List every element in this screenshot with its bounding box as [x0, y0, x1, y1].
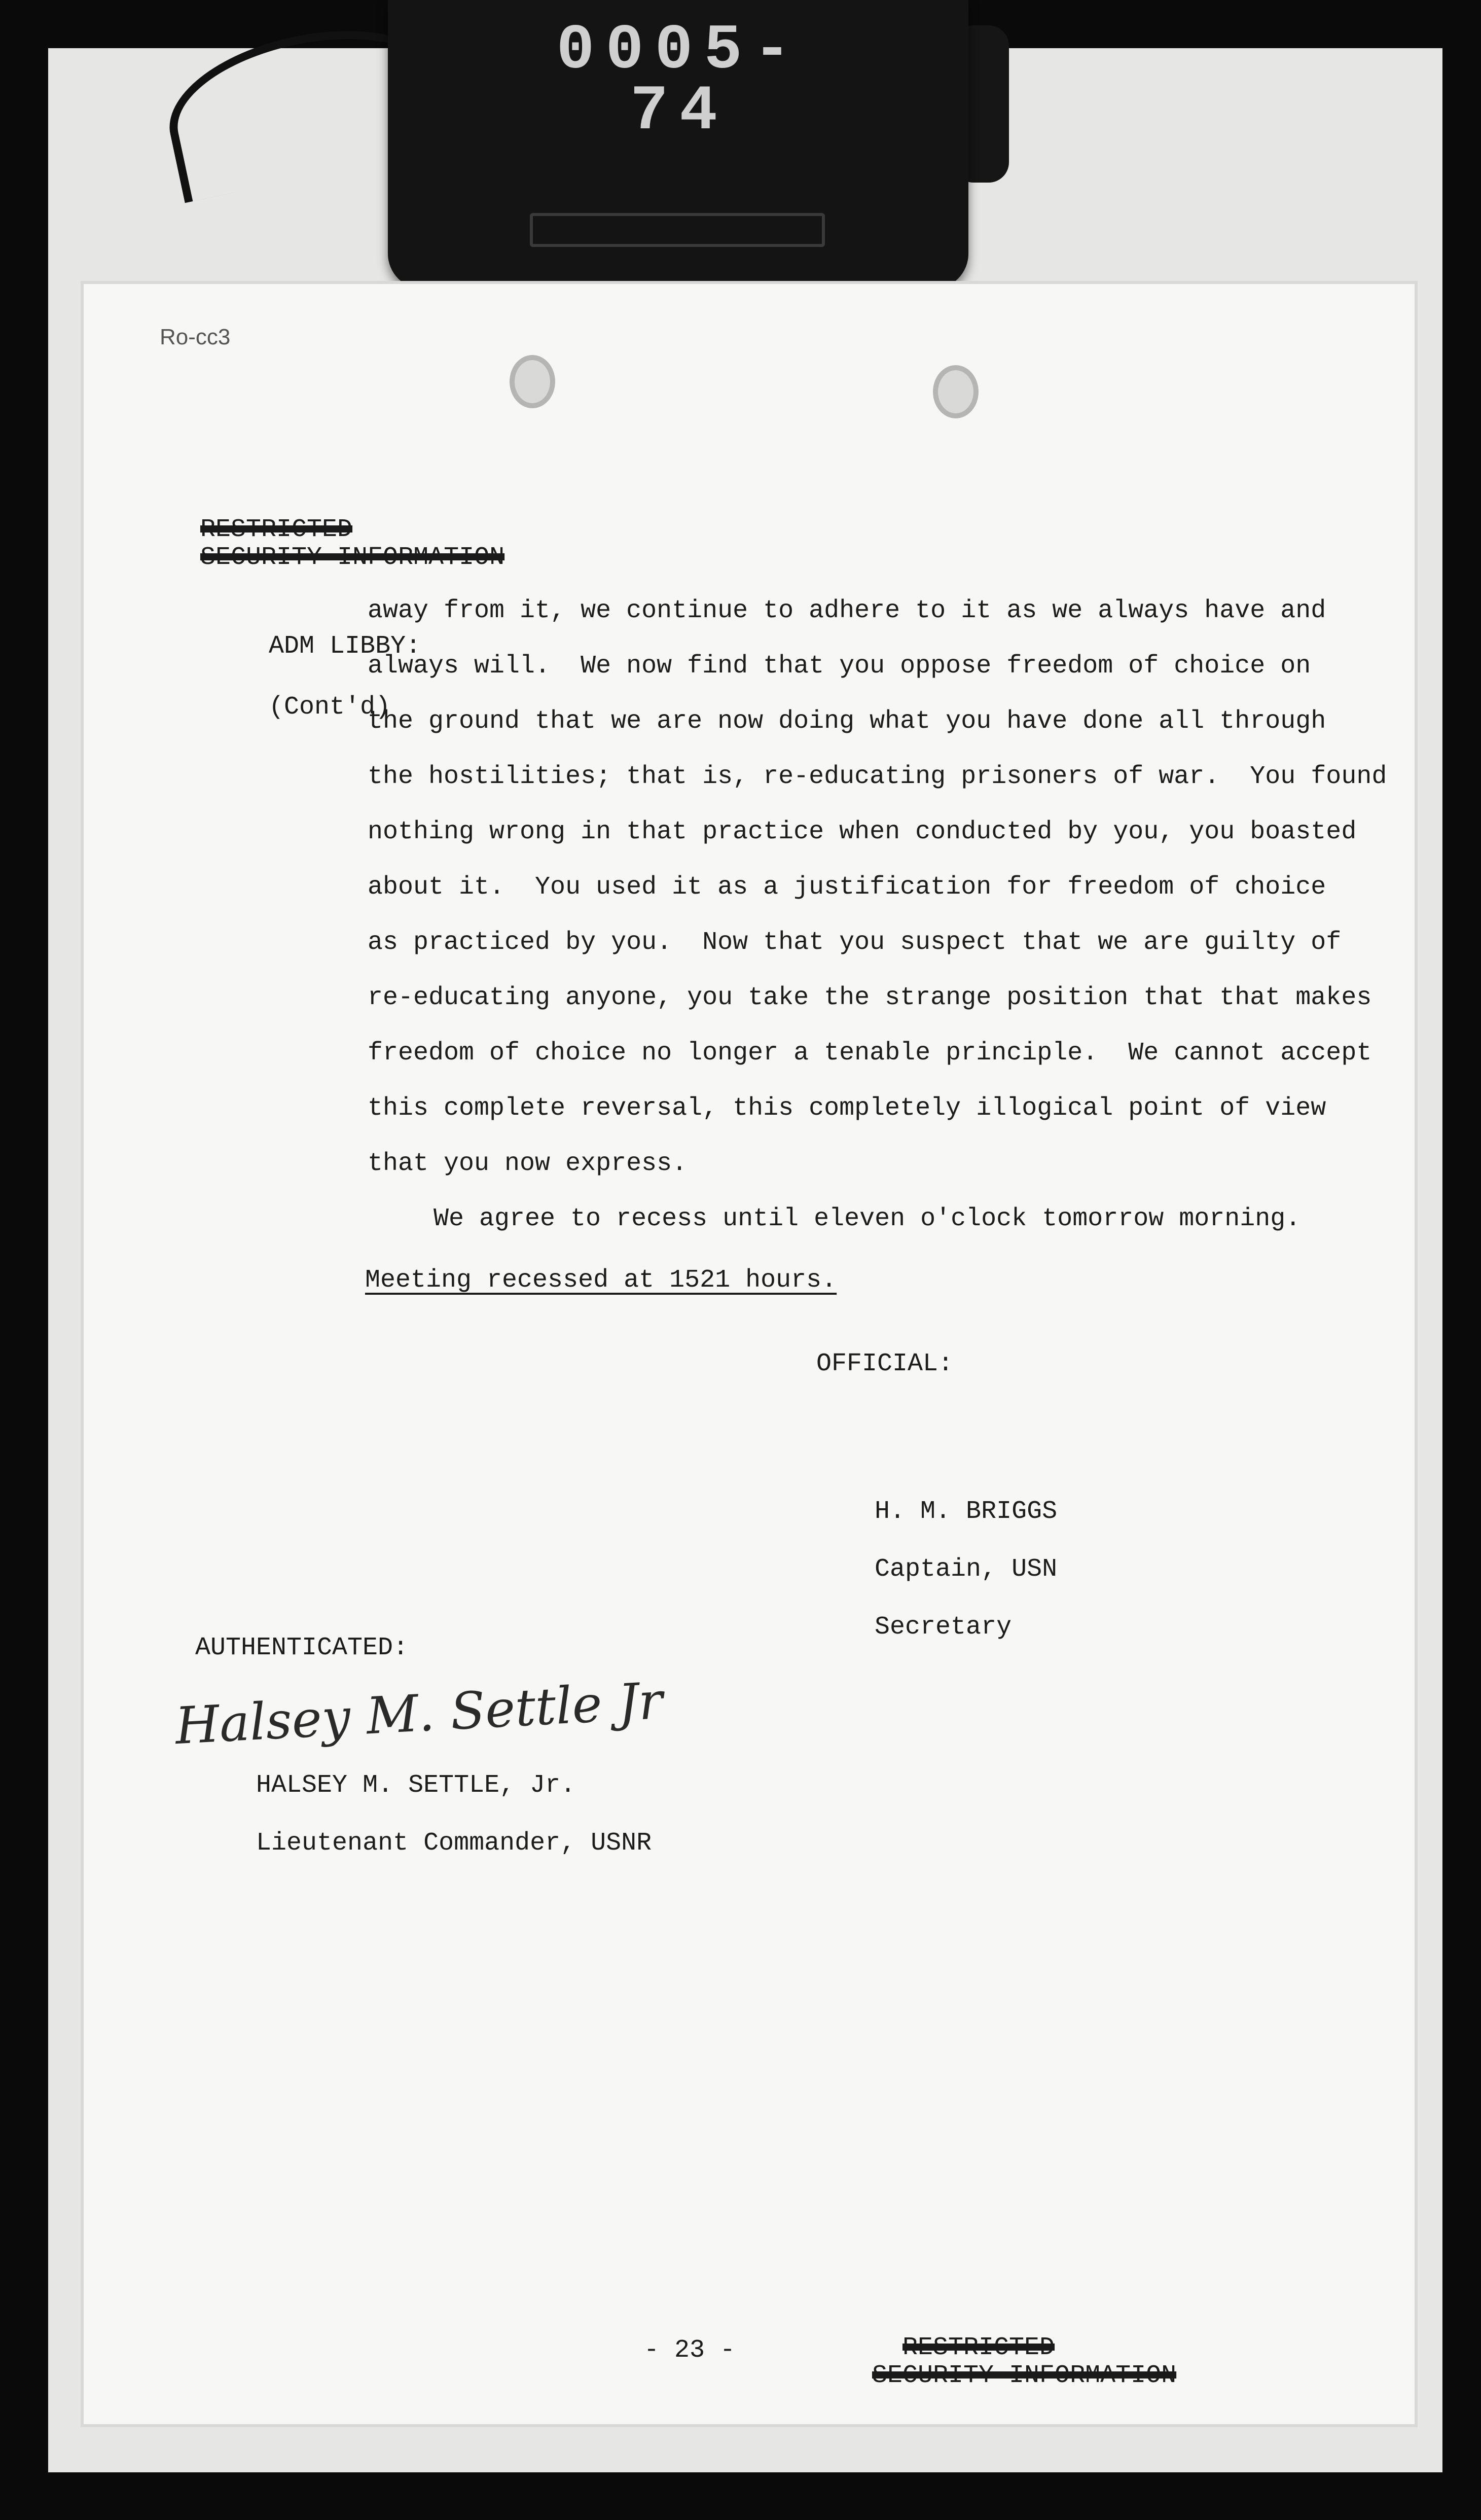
official-label: OFFICIAL: [816, 1350, 954, 1378]
signatory-title: Secretary [875, 1613, 1012, 1642]
signatory-block [814, 1468, 1057, 1671]
authenticator-name: HALSEY M. SETTLE, Jr. [256, 1771, 576, 1800]
page-number: - 23 - [644, 2336, 736, 2365]
header-stamp-restricted: RESTRICTED [200, 515, 353, 544]
meeting-recessed-note: Meeting recessed at 1521 hours. [365, 1266, 837, 1295]
authenticated-label: AUTHENTICATED: [195, 1634, 409, 1662]
punch-hole [510, 355, 555, 408]
corner-mark: Ro-cc3 [160, 325, 231, 349]
speaker-name: ADM LIBBY: [269, 632, 421, 661]
body-line: that you now express. [368, 1149, 688, 1178]
authenticator-block [195, 1742, 652, 1887]
signatory-rank: Captain, USN [875, 1555, 1058, 1584]
body-line: always will. We now find that you oppose freedom of choice on [368, 652, 1311, 681]
body-line: this complete reversal, this completely illogical point of view [368, 1094, 1326, 1123]
body-line: freedom of choice no longer a tenable principle. We cannot accept [368, 1039, 1372, 1068]
frame-counter [388, 0, 968, 289]
handwritten-signature: Halsey M. Settle Jr [173, 1671, 664, 1756]
counter-digits: 0005-74 [556, 15, 803, 148]
closing-line: We agree to recess until eleven o'clock tomorrow morning. [434, 1204, 1301, 1233]
authenticator-rank: Lieutenant Commander, USNR [256, 1829, 652, 1858]
body-line: the ground that we are now doing what you have done all through [368, 707, 1326, 736]
body-line: nothing wrong in that practice when conducted by you, you boasted [368, 818, 1357, 846]
header-stamp-security: SECURITY INFORMATION [200, 543, 505, 572]
body-line: away from it, we continue to adhere to it as we always have and [368, 596, 1326, 625]
speech-paragraph [368, 596, 1387, 1262]
punch-hole [933, 365, 979, 418]
document-page [84, 284, 1415, 2424]
counter-plate [530, 213, 825, 247]
body-line: as practiced by you. Now that you suspect that we are guilty of [368, 928, 1342, 957]
footer-stamp-restricted: RESTRICTED [902, 2333, 1055, 2362]
footer-stamp-security: SECURITY INFORMATION [872, 2361, 1177, 2390]
body-line: about it. You used it as a justification for freedom of choice [368, 873, 1326, 902]
speaker-continued: (Cont'd) [269, 693, 391, 722]
body-line: the hostilities; that is, re-educating prisoners of war. You found [368, 762, 1387, 791]
signatory-name: H. M. BRIGGS [875, 1497, 1058, 1526]
body-line: re-educating anyone, you take the strange position that that makes [368, 983, 1372, 1012]
